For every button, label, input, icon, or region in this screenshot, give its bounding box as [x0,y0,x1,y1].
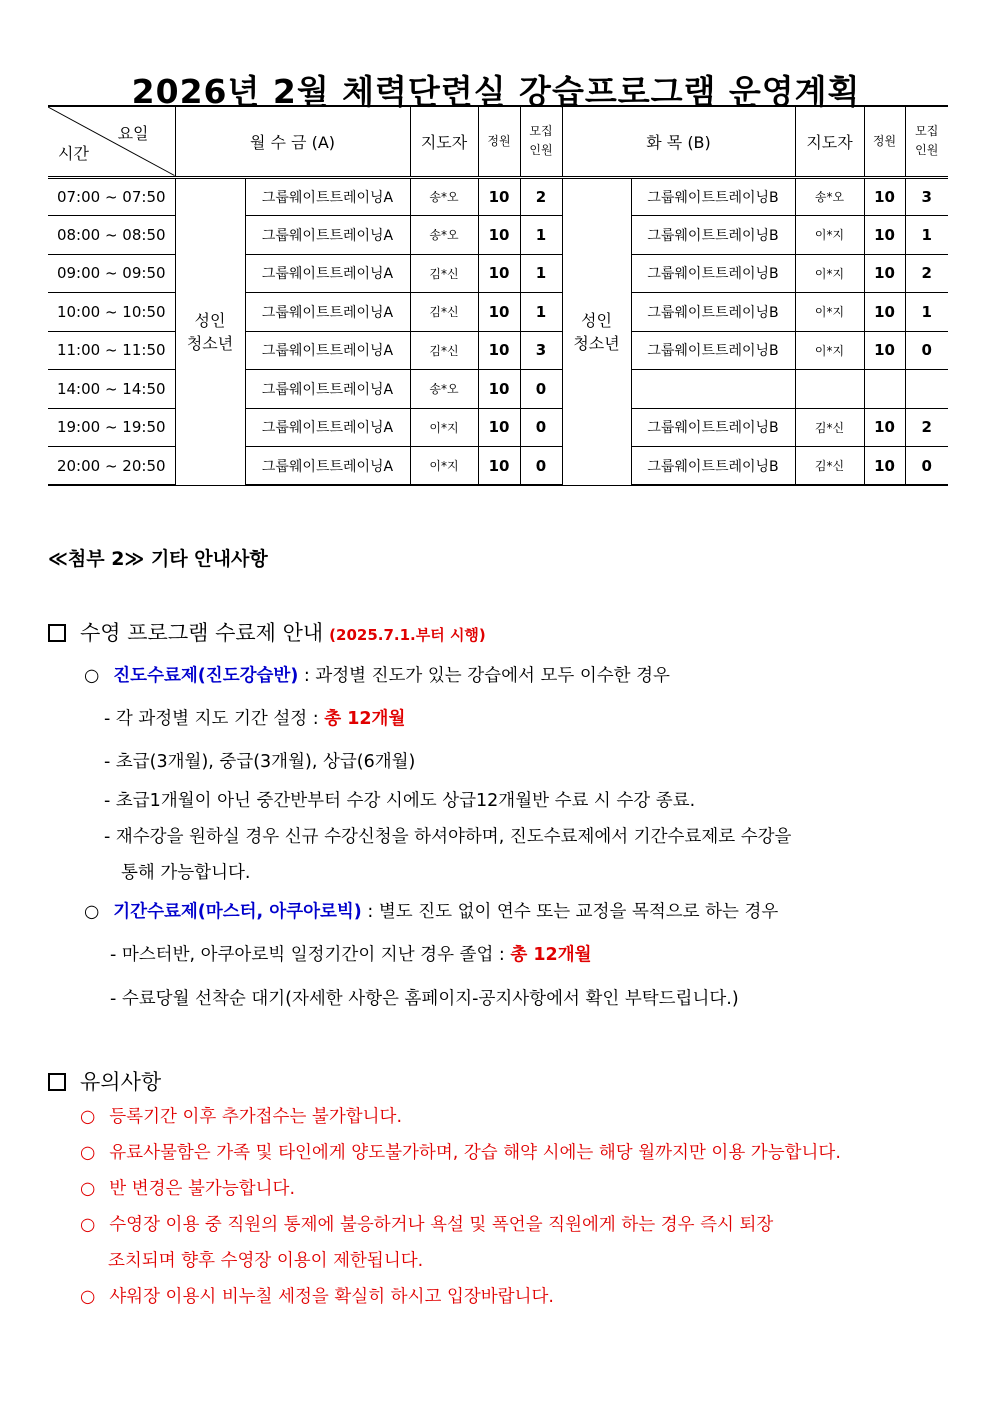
instructor-a-cell: 이*지 [410,447,478,486]
program-b-cell: 그룹웨이트트레이닝B [631,331,795,370]
capacity-header-b: 정원 [864,106,905,177]
capacity-b-cell: 10 [864,177,905,216]
target-a-cell: 성인 청소년 [175,177,245,485]
group-a-header: 월 수 금 (A) [175,106,410,177]
time-cell: 11:00 ~ 11:50 [48,331,175,370]
recruit-a-cell: 1 [520,293,562,332]
program-b-cell [631,370,795,409]
recruit-header-a: 모집 인원 [520,106,562,177]
capacity-a-cell: 10 [478,177,520,216]
recruit-b-cell: 0 [905,331,948,370]
circle-bullet-icon: ○ [80,1215,96,1235]
circle-bullet-icon: ○ [80,1143,96,1163]
capacity-b-cell: 10 [864,408,905,447]
time-cell: 20:00 ~ 20:50 [48,447,175,486]
instructor-b-cell [795,370,864,409]
program-a-cell: 그룹웨이트트레이닝A [245,447,410,486]
program-b-cell: 그룹웨이트트레이닝B [631,216,795,255]
notice-item: ○ 반 변경은 불가능합니다. [80,1179,296,1199]
circle-bullet-icon: ○ [80,1179,96,1199]
schedule-table [48,105,948,486]
recruit-a-cell: 1 [520,254,562,293]
page-title: 2026년 2월 체력단련실 강습프로그램 운영계획 [131,72,861,111]
period-sub-waiting: - 수료당월 선착순 대기(자세한 사항은 홈페이지-공지사항에서 확인 부탁드립니다.) [110,989,739,1009]
capacity-a-cell: 10 [478,293,520,332]
circle-bullet-icon: ○ [80,1287,96,1307]
recruit-a-cell: 3 [520,331,562,370]
capacity-header-a: 정원 [478,106,520,177]
day-time-header [48,106,175,177]
capacity-a-cell: 10 [478,254,520,293]
program-a-cell: 그룹웨이트트레이닝A [245,331,410,370]
time-cell: 07:00 ~ 07:50 [48,177,175,216]
time-cell: 08:00 ~ 08:50 [48,216,175,255]
instructor-b-cell: 이*지 [795,216,864,255]
program-a-cell: 그룹웨이트트레이닝A [245,216,410,255]
instructor-a-cell: 송*오 [410,216,478,255]
instructor-b-cell: 송*오 [795,177,864,216]
effective-date-note: (2025.7.1.부터 시행) [329,626,486,644]
attachment-title: ≪첨부 2≫ 기타 안내사항 [48,548,268,570]
recruit-b-cell: 1 [905,216,948,255]
progress-sub-period: - 각 과정별 지도 기간 설정 : 총 12개월 [104,709,406,729]
program-b-cell: 그룹웨이트트레이닝B [631,408,795,447]
recruit-b-cell: 2 [905,408,948,447]
section-notice-title: 유의사항 [48,1066,161,1096]
notice-item: ○ 샤워장 이용시 비누칠 세정을 확실히 하시고 입장바랍니다. [80,1287,554,1307]
program-b-cell: 그룹웨이트트레이닝B [631,254,795,293]
capacity-a-cell: 10 [478,370,520,409]
progress-sub-levels: - 초급(3개월), 중급(3개월), 상급(6개월) [104,752,416,772]
recruit-a-cell: 2 [520,177,562,216]
notice-item: ○ 등록기간 이후 추가접수는 불가합니다. [80,1107,403,1127]
program-b-cell: 그룹웨이트트레이닝B [631,447,795,486]
program-a-cell: 그룹웨이트트레이닝A [245,408,410,447]
notice-item: ○ 유료사물함은 가족 및 타인에게 양도불가하며, 강습 해약 시에는 해당 월까지만 이용 가능합니다. [80,1143,841,1163]
program-a-cell: 그룹웨이트트레이닝A [245,293,410,332]
program-b-cell: 그룹웨이트트레이닝B [631,293,795,332]
instructor-a-cell: 송*오 [410,370,478,409]
capacity-b-cell: 10 [864,216,905,255]
time-cell: 10:00 ~ 10:50 [48,293,175,332]
instructor-a-cell: 김*신 [410,293,478,332]
program-a-cell: 그룹웨이트트레이닝A [245,370,410,409]
time-cell: 14:00 ~ 14:50 [48,370,175,409]
recruit-b-cell [905,370,948,409]
program-b-cell: 그룹웨이트트레이닝B [631,177,795,216]
instructor-b-cell: 이*지 [795,293,864,332]
progress-sub-midterm: - 초급1개월이 아닌 중간반부터 수강 시에도 상급12개월반 수료 시 수강 종료. [104,791,696,811]
capacity-b-cell: 10 [864,331,905,370]
progress-sub-reenroll: - 재수강을 원하실 경우 신규 수강신청을 하셔야하며, 진도수료제에서 기간수료제로 수강을 [104,827,792,847]
table-header-row [48,106,948,177]
recruit-b-cell: 3 [905,177,948,216]
instructor-a-cell: 송*오 [410,177,478,216]
recruit-a-cell: 1 [520,216,562,255]
instructor-a-cell: 김*신 [410,254,478,293]
recruit-a-cell: 0 [520,370,562,409]
circle-bullet-icon: ○ [84,902,100,922]
section-completion-title: 수영 프로그램 수료제 안내 (2025.7.1.부터 시행) [48,617,486,647]
circle-bullet-icon: ○ [84,666,100,686]
table-row [48,177,948,216]
instructor-header-a: 지도자 [410,106,478,177]
instructor-b-cell: 김*신 [795,408,864,447]
progress-completion-label: 진도수료제(진도강습반) [113,666,299,686]
recruit-header-b: 모집 인원 [905,106,948,177]
recruit-b-cell: 1 [905,293,948,332]
capacity-b-cell: 10 [864,293,905,332]
recruit-a-cell: 0 [520,408,562,447]
capacity-b-cell: 10 [864,447,905,486]
capacity-b-cell: 10 [864,254,905,293]
progress-completion-text: : 과정별 진도가 있는 강습에서 모두 이수한 경우 [298,666,670,686]
capacity-b-cell [864,370,905,409]
period-emphasis: 총 12개월 [324,709,406,729]
recruit-b-cell: 2 [905,254,948,293]
instructor-a-cell: 김*신 [410,331,478,370]
instructor-b-cell: 이*지 [795,254,864,293]
instructor-b-cell: 김*신 [795,447,864,486]
period-completion-text: : 별도 진도 없이 연수 또는 교정을 목적으로 하는 경우 [361,902,779,922]
period-completion-item [84,898,778,923]
circle-bullet-icon: ○ [80,1107,96,1127]
capacity-a-cell: 10 [478,216,520,255]
progress-completion-item [84,662,670,687]
program-a-cell: 그룹웨이트트레이닝A [245,177,410,216]
capacity-a-cell: 10 [478,331,520,370]
capacity-a-cell: 10 [478,447,520,486]
day-label: 요일 [117,124,149,143]
checkbox-square-icon [48,624,66,642]
instructor-header-b: 지도자 [795,106,864,177]
checkbox-square-icon [48,1073,66,1091]
graduation-emphasis: 총 12개월 [510,945,592,965]
notice-item-cont: 조치되며 향후 수영장 이용이 제한됩니다. [108,1251,424,1271]
period-completion-label: 기간수료제(마스터, 아쿠아로빅) [113,902,362,922]
notice-item: ○ 수영장 이용 중 직원의 통제에 불응하거나 욕설 및 폭언을 직원에게 하는 경우 즉시 퇴장 [80,1215,774,1235]
capacity-a-cell: 10 [478,408,520,447]
progress-sub-reenroll-cont: 통해 가능합니다. [121,863,251,883]
instructor-a-cell: 이*지 [410,408,478,447]
recruit-b-cell: 0 [905,447,948,486]
instructor-b-cell: 이*지 [795,331,864,370]
time-cell: 19:00 ~ 19:50 [48,408,175,447]
recruit-a-cell: 0 [520,447,562,486]
time-label: 시간 [58,143,89,163]
time-cell: 09:00 ~ 09:50 [48,254,175,293]
period-sub-graduation: - 마스터반, 아쿠아로빅 일정기간이 지난 경우 졸업 : 총 12개월 [110,945,592,965]
group-b-header: 화 목 (B) [562,106,795,177]
program-a-cell: 그룹웨이트트레이닝A [245,254,410,293]
target-b-cell: 성인 청소년 [562,177,631,485]
